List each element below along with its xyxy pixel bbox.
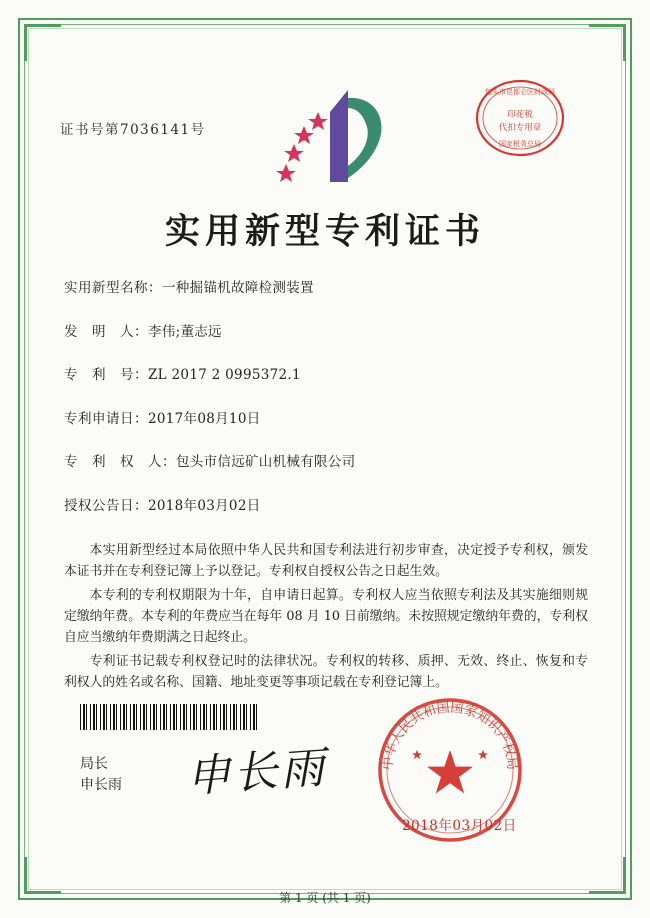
cnipa-logo-icon [272,82,392,192]
field-value: 2017年08月10日 [148,410,261,427]
field-label: 专 利 权 人： [64,454,176,470]
field-row [64,494,594,514]
field-list [64,276,594,537]
field-label: 专 利 号： [64,367,148,383]
barcode [80,704,260,730]
page-title: 实用新型专利证书 [164,211,485,252]
svg-text:国家税务总局: 国家税务总局 [499,140,541,148]
field-label: 发 明 人： [64,323,148,340]
handwritten-signature: 申长雨 [184,742,329,803]
field-value: 李伟;董志远 [148,323,222,340]
paragraph: 本实用新型经过本局依照中华人民共和国专利法进行初步审查，决定授予专利权，颁发本证书并在专利登记簿上予以登记。专利权自授权公告之日起生效。 [64,543,588,579]
field-row [64,363,594,383]
field-value: 2018年03月02日 [148,497,261,514]
field-value: ZL 2017 2 0995372.1 [148,367,301,383]
field-row [64,450,594,470]
field-value: 一种掘锚机故障检测装置 [162,280,314,296]
signature-name: 申长雨 [80,777,122,793]
page-footer: 第 1 页 (共 1 页) [279,891,371,905]
signature-block [80,754,122,796]
field-label: 实用新型名称： [64,280,162,296]
paragraph: 专利证书记载专利权登记时的法律状况。专利权的转移、质押、无效、终止、恢复和专利权人的姓名或名称、国籍、地址变更等事项记载在专利登记簿上。 [64,654,588,690]
field-row [64,407,594,427]
seal-date: 2018年03月02日 [402,818,517,834]
certificate-number: 证书号第7036141号 [60,122,206,138]
tax-stamp-icon [474,72,566,164]
body-paragraphs [64,540,588,696]
field-row [64,320,594,340]
field-value: 包头市信远矿山机械有限公司 [176,454,356,470]
svg-text:印花税: 印花税 [507,110,533,120]
field-label: 授权公告日： [64,497,148,514]
svg-text:中华人民共和国国家知识产权局: 中华人民共和国国家知识产权局 [380,700,520,771]
svg-text:包头市昆都仑区财政局: 包头市昆都仑区财政局 [485,88,555,96]
field-label: 专利申请日： [64,410,148,427]
field-row [64,276,594,296]
signature-title: 局长 [80,756,108,772]
certificate-content [36,36,614,882]
svg-text:代扣专用章: 代扣专用章 [498,123,542,133]
paragraph: 本专利的专利权期限为十年，自申请日起算。专利权人应当依照专利法及其实施细则规定缴纳年费。本专利的年费应当在每年 08 月 10 日前缴纳。未按照规定缴纳年费的，专利权自应当缴纳年费期满之日起终止。 [64,588,588,645]
